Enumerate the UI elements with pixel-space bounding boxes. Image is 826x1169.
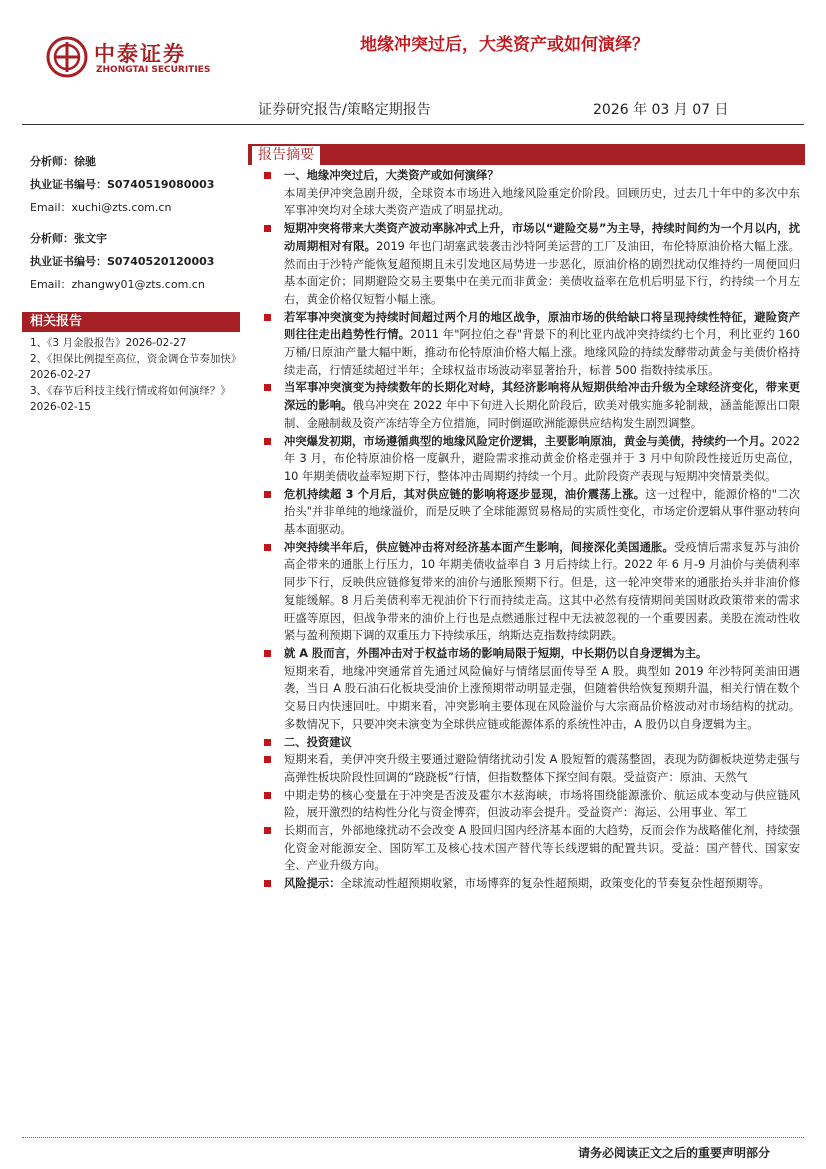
- header-divider: [22, 124, 804, 125]
- related-reports-list: [30, 335, 240, 415]
- related-reports-heading: 相关报告: [22, 312, 240, 332]
- summary-heading-bar: [248, 144, 805, 165]
- analyst-cert-row: [30, 250, 240, 273]
- summary-text: 中期走势的核心变量在于冲突是否波及霍尔木兹海峡，市场将围绕能源涨价、航运成本变动与供应链风险，展开激烈的结构性分化与资金博弈，但波动率会提升。受益资产：海运、公用事业、军工: [284, 788, 800, 820]
- summary-text: 这一过程中，能源价格的"二次抬头"并非单纯的地缘溢价，而是反映了全球能源贸易格局的实质性变化，市场定价逻辑从事件驱动转向基本面驱动。: [284, 487, 800, 537]
- summary-paragraph: [256, 734, 800, 752]
- summary-paragraph: [256, 751, 800, 786]
- summary-body: [256, 167, 800, 893]
- logo-cn-text: 中泰证券: [94, 42, 186, 66]
- summary-bold: 短期冲突将带来大类资产波动率脉冲式上升，市场以“避险交易”为主导，持续时间约为一个月以内，扰动周期相对有限。: [284, 222, 800, 253]
- related-report-item[interactable]: 2、《担保比例提至高位，资金调仓节奏加快》2026-02-27: [30, 353, 237, 381]
- analyst-email[interactable]: zhangwy01@zts.com.cn: [71, 278, 205, 291]
- logo-en-text: ZHONGTAI SECURITIES: [96, 65, 211, 75]
- analyst-name-row: [30, 227, 240, 250]
- summary-text: 受疫情后需求复苏与油价高企带来的通胀上行压力，10 年期美债收益率自 3 月后持续上行。2022 年 6 月-9 月油价与美债利率同步下行，反映供应链修复带来的油价与通胀预期下行。但是，这一轮冲突带来的通胀抬头并非油价修复能缓解。8 月后美债利率无视油价下行而持续走高。这其中必然有疫情期间美国财政政策带来的需求旺盛等原因，但战争带来的油价上行也是点燃通胀过程中无法被忽视的一个重要因素。美股在流动性收紧与盈利预期下调的双重压力下持续承压，纳斯达克指数持续阴跌。: [284, 540, 800, 643]
- summary-paragraph: [256, 220, 800, 309]
- summary-text: 2011 年"阿拉伯之春"背景下的利比亚内战冲突持续约七个月，利比亚约 160 万桶/日原油产量大幅中断，推动布伦特原油价格大幅上涨。地缘风险的持续发酵带动黄金与美债价格持续走高，行情延续超过半年；全球权益市场波动率显著抬升，标普 500 指数持续承压。: [284, 328, 800, 377]
- summary-paragraph: [256, 433, 800, 486]
- summary-bold: 若军事冲突演变为持续时间超过两个月的地区战争，原油市场的供给缺口将呈现持续性特征，避险资产则往往走出趋势性行情。: [284, 310, 800, 342]
- analyst-cert: S0740519080003: [107, 178, 215, 191]
- summary-paragraph: [256, 379, 800, 432]
- summary-bold: 就 A 股而言，外围冲击对于权益市场的影响局限于短期，中长期仍以自身逻辑为主。: [284, 646, 708, 660]
- summary-text: 全球流动性超预期收紧，市场博弈的复杂性超预期，政策变化的节奏复杂性超预期等。: [340, 877, 770, 891]
- related-report-item[interactable]: 3、《春节后科技主线行情或将如何演绎？》2026-02-15: [30, 385, 231, 413]
- summary-paragraph: [256, 486, 800, 539]
- summary-bold: 危机持续超 3 个月后，其对供应链的影响将逐步显现，油价震荡上涨。: [284, 487, 646, 501]
- summary-bold: 当军事冲突演变为持续数年的长期化对峙，其经济影响将从短期供给冲击升级为全球经济变化，带来更深远的影响。: [284, 381, 800, 413]
- summary-paragraph: [256, 185, 800, 220]
- summary-text: 2019 年也门胡塞武装袭击沙特阿美运营的工厂及油田，布伦特原油价格大幅上涨。然而由于沙特产能恢复超预期且未引发地区局势进一步恶化，原油价格的剧烈扰动仅维持约一周便回归基本面定价；同期避险交易主要集中在美元而非黄金：美债收益率在危机后明显下行，约持续一个月左右，黄金价格仅短暂小幅上涨。: [284, 239, 800, 306]
- summary-bold: 冲突持续半年后，供应链冲击将对经济基本面产生影响，间接深化美国通胀。: [284, 540, 674, 554]
- analyst-cert-row: [30, 173, 240, 196]
- summary-paragraph: [256, 167, 800, 185]
- summary-heading: 报告摘要: [252, 146, 320, 165]
- summary-text: 俄乌冲突在 2022 年中下旬进入长期化阶段后，欧美对俄实施多轮制裁，涵盖能源出口限制、金融制裁及资产冻结等全方位措施，同时倒逼欧洲能源供应结构发生剧烈调整。: [284, 399, 800, 430]
- analyst-cert-label: 执业证书编号：: [30, 178, 107, 191]
- report-date: 2026 年 03 月 07 日: [593, 102, 729, 118]
- analyst-name-row: [30, 150, 240, 173]
- analyst-name-label: 分析师：: [30, 155, 74, 168]
- analyst-name-label: 分析师：: [30, 232, 74, 245]
- zhongtai-logo-icon: [46, 36, 88, 78]
- analyst-email-row: [30, 196, 240, 219]
- analyst-cert-label: 执业证书编号：: [30, 255, 107, 268]
- report-type: 证券研究报告/策略定期报告: [258, 102, 431, 118]
- summary-text: 短期来看，地缘冲突通常首先通过风险偏好与情绪层面传导至 A 股。典型如 2019 年沙特阿美油田遇袭，当日 A 股石油石化板块受油价上涨预期带动明显走强，但随着供给恢复预期升温，相关行情在数个交易日内快速回吐。中期来看，冲突影响主要体现在风险溢价与大宗商品价格波动对市场结构的扰动。多数情况下，只要冲突未演变为全球供应链或能源体系的系统性冲击，A 股仍以自身逻辑为主。: [284, 664, 800, 731]
- summary-paragraph: [256, 309, 800, 380]
- summary-bold: 二、投资建议: [284, 735, 352, 749]
- summary-paragraph: [256, 645, 800, 663]
- analyst-email[interactable]: xuchi@zts.com.cn: [71, 201, 172, 214]
- analyst-name: 张文宇: [74, 232, 107, 245]
- summary-text: 2022 年 3 月，布伦特原油价格一度飙升，避险需求推动黄金价格走强并于 3 月中旬阶段性接近历史高位，10 年期美债收益率短期下行，整体冲击周期约持续一个月。此阶段资产表现与短期冲突情景类似。: [284, 434, 800, 483]
- summary-bold: 一、地缘冲突过后，大类资产或如何演绎？: [284, 169, 499, 182]
- summary-paragraph: [256, 875, 800, 893]
- analyst-cert: S0740520120003: [107, 255, 215, 268]
- footer-disclaimer: 请务必阅读正文之后的重要声明部分: [577, 1146, 770, 1160]
- summary-paragraph: [256, 663, 800, 734]
- summary-text: 短期来看，美伊冲突升级主要通过避险情绪扰动引发 A 股短暂的震荡整固，表现为防御板块逆势走强与高弹性板块阶段性回调的“跷跷板”行情，但指数整体下探空间有限。受益资产：原油、天然气: [284, 753, 800, 784]
- analyst-name: 徐驰: [74, 155, 96, 168]
- report-title: 地缘冲突过后，大类资产或如何演绎？: [360, 35, 649, 55]
- summary-bold: 风险提示：: [284, 877, 341, 891]
- summary-bold: 冲突爆发初期，市场遵循典型的地缘风险定价逻辑，主要影响原油，黄金与美债，持续约一个月。: [284, 434, 772, 448]
- summary-paragraph: [256, 539, 800, 645]
- analyst-email-row: [30, 273, 240, 296]
- analyst-panel: [30, 150, 240, 296]
- summary-text: 长期而言，外部地缘扰动不会改变 A 股回归国内经济基本面的大趋势，反而会作为战略催化剂，持续强化资金对能源安全、国防军工及核心技术国产替代等长线逻辑的配置共识。受益：国产替代、国家安全、产业升级方向。: [284, 824, 800, 873]
- related-report-item[interactable]: 1、《3 月金股报告》2026-02-27: [30, 337, 187, 349]
- analyst-email-label: Email：: [30, 278, 72, 291]
- summary-text: 本周美伊冲突急剧升级，全球资本市场进入地缘风险重定价阶段。回顾历史，过去几十年中的多次中东军事冲突均对全球大类资产造成了明显扰动。: [284, 186, 800, 218]
- footer-divider: [22, 1137, 804, 1138]
- company-logo: [46, 36, 216, 82]
- summary-paragraph: [256, 822, 800, 875]
- summary-paragraph: [256, 787, 800, 822]
- analyst-email-label: Email：: [30, 201, 72, 214]
